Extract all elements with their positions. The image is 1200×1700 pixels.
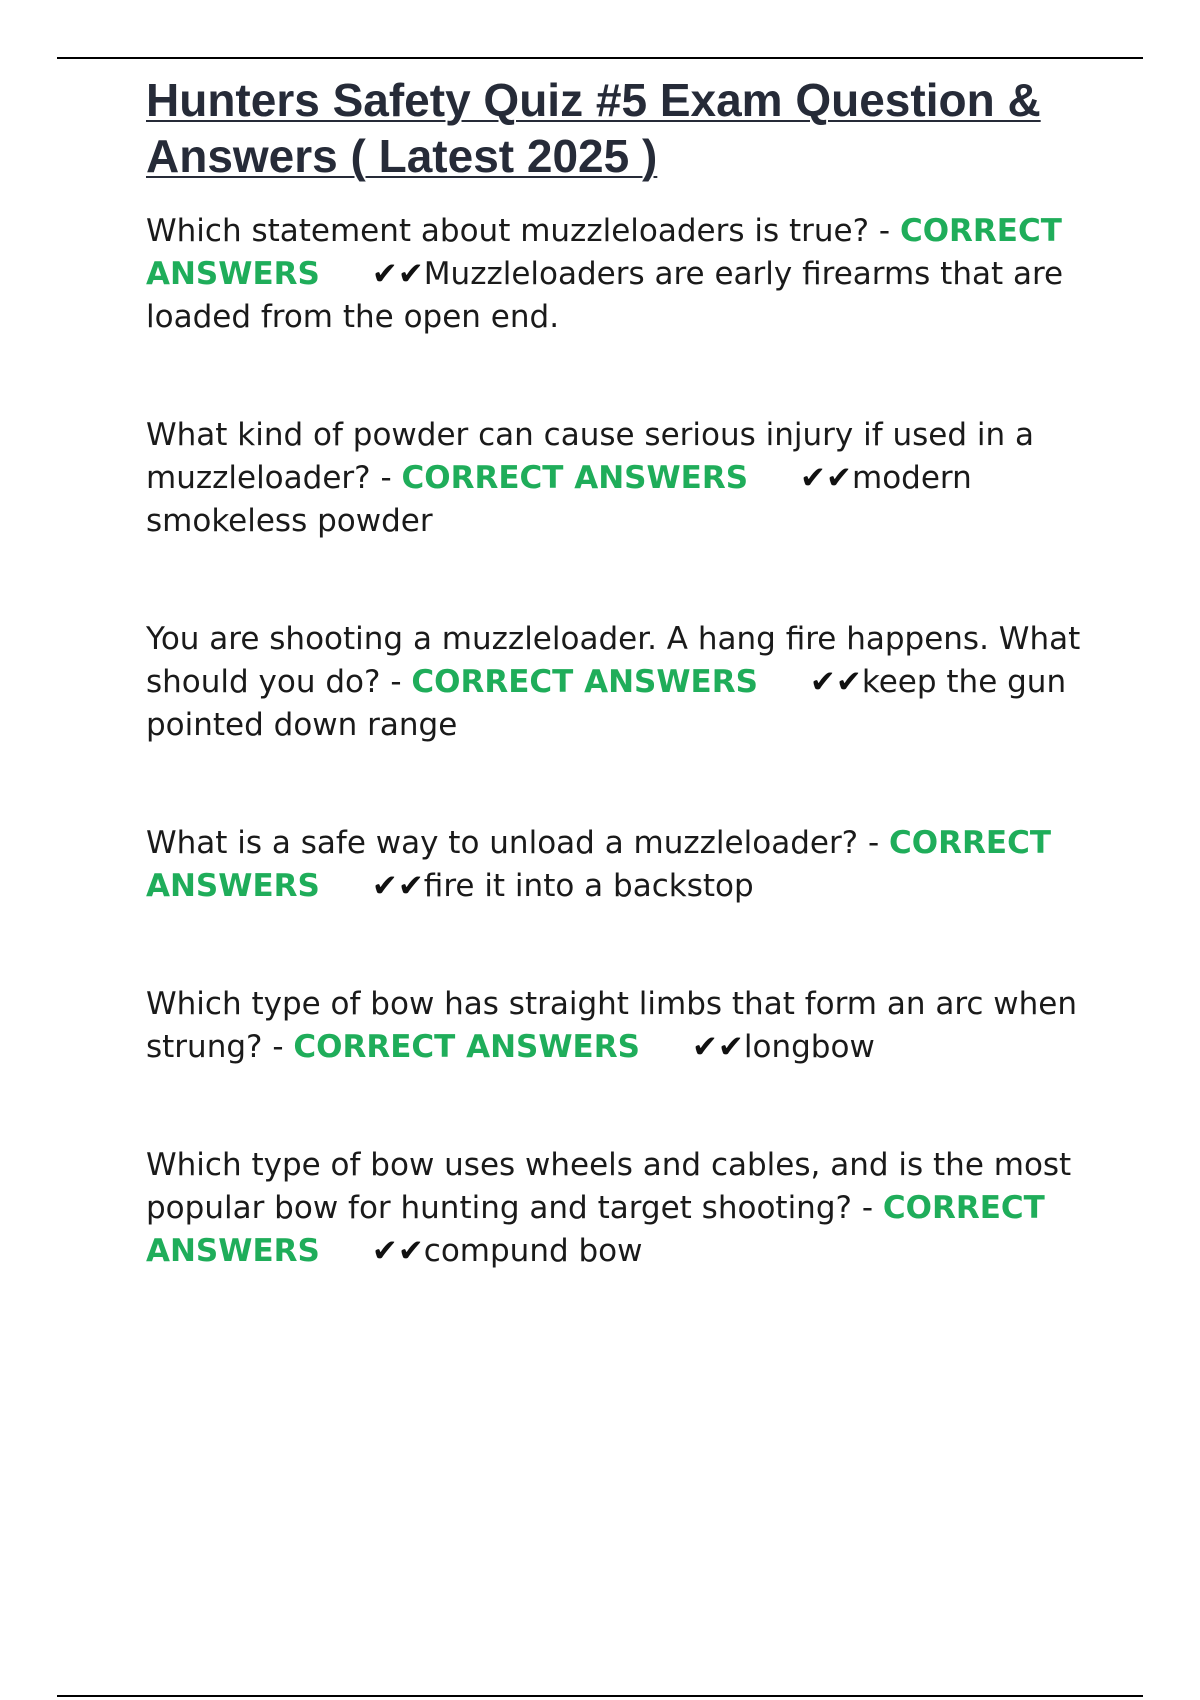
qa-item-5	[146, 983, 1106, 1069]
check-marks-icon: ✔✔	[809, 664, 862, 700]
check-marks-icon: ✔✔	[371, 256, 424, 292]
question-text: You are shooting a muzzleloader. A hang fire happens. What should you do? -	[146, 621, 1081, 700]
question-text: What kind of powder can cause serious injury if used in a muzzleloader? -	[146, 417, 1034, 496]
answer-text: compund bow	[423, 1233, 643, 1269]
qa-item-6	[146, 1144, 1106, 1273]
qa-item-4	[146, 822, 1106, 908]
question-text: Which type of bow uses wheels and cables, and is the most popular bow for hunting and target shooting? -	[146, 1147, 1072, 1226]
top-rule	[57, 57, 1143, 59]
check-marks-icon: ✔✔	[371, 868, 424, 904]
qa-item-3	[146, 618, 1106, 747]
correct-answers-label: CORRECT ANSWERS	[146, 213, 1062, 292]
question-text: Which type of bow has straight limbs that form an arc when strung? -	[146, 986, 1078, 1065]
question-text: What is a safe way to unload a muzzleloader? -	[146, 825, 880, 861]
qa-item-1	[146, 210, 1106, 339]
bottom-rule	[57, 1695, 1143, 1697]
correct-answers-label: CORRECT ANSWERS	[146, 825, 1051, 904]
answer-text: keep the gun pointed down range	[146, 664, 1067, 743]
answer-text: Muzzleloaders are early firearms that are loaded from the open end.	[146, 256, 1064, 335]
correct-answers-label: CORRECT ANSWERS	[401, 460, 749, 496]
answer-text: longbow	[743, 1029, 875, 1065]
document-title: Hunters Safety Quiz #5 Exam Question & Answers ( Latest 2025 )	[146, 74, 1041, 182]
correct-answers-label: CORRECT ANSWERS	[293, 1029, 640, 1065]
answer-text: fire it into a backstop	[423, 868, 754, 904]
correct-answers-label: CORRECT ANSWERS	[411, 664, 758, 700]
answer-text: modern smokeless powder	[146, 460, 972, 539]
check-marks-icon: ✔✔	[371, 1233, 424, 1269]
question-text: Which statement about muzzleloaders is true? -	[146, 213, 891, 249]
qa-item-2	[146, 414, 1106, 543]
check-marks-icon: ✔✔	[691, 1029, 744, 1065]
correct-answers-label: CORRECT ANSWERS	[146, 1190, 1045, 1269]
check-marks-icon: ✔✔	[800, 460, 852, 496]
document-body	[146, 72, 1106, 1273]
